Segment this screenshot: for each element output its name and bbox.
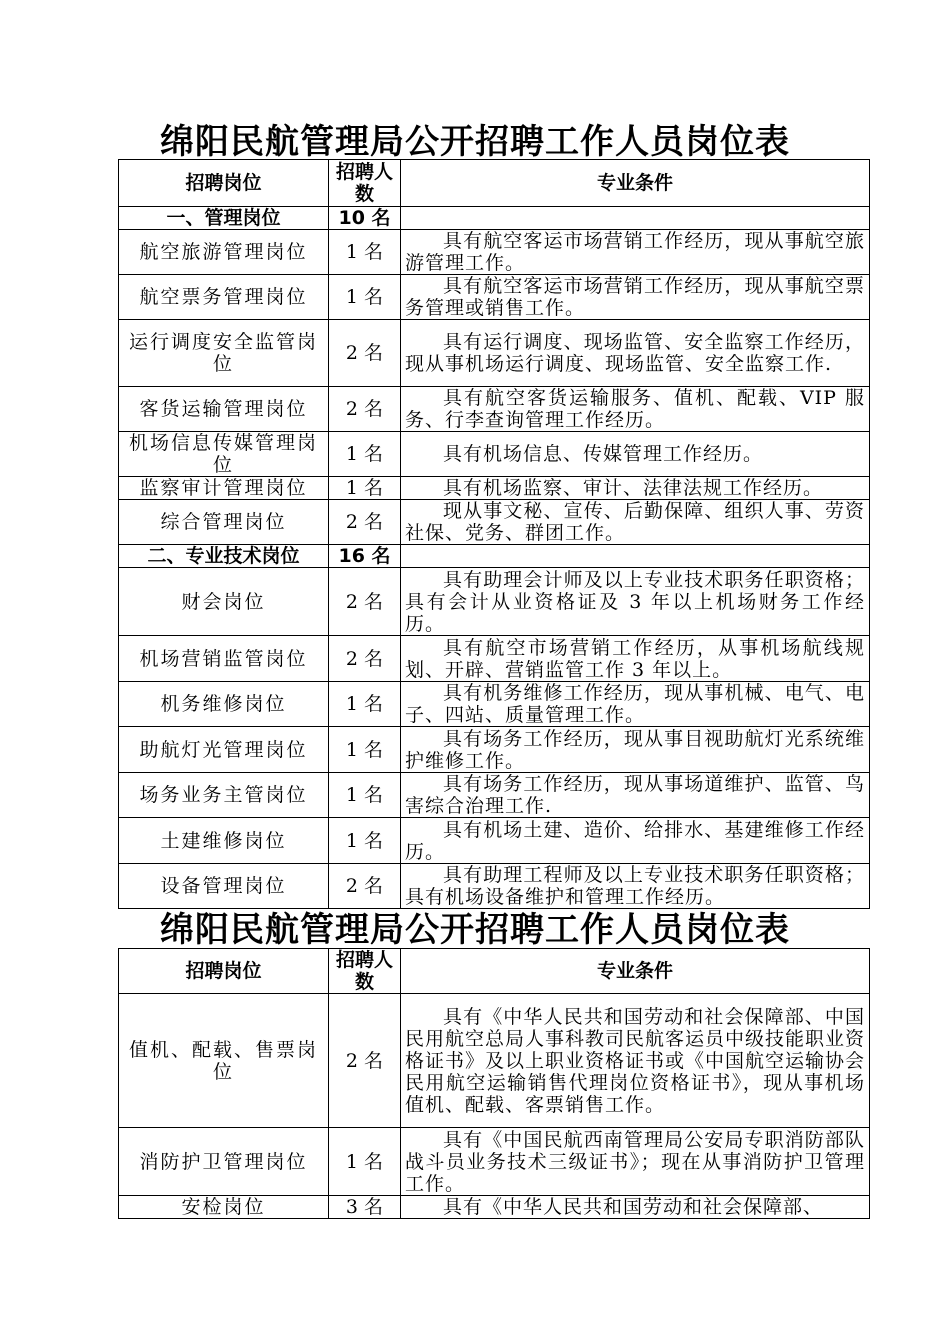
table-row: [119, 275, 870, 320]
condition-cell: 具有航空市场营销工作经历，从事机场航线规划、开辟、营销监管工作 3 年以上。: [401, 636, 870, 682]
table-header-row: [119, 160, 870, 207]
header-count: 招聘人数: [329, 160, 401, 207]
table-row: [119, 1196, 870, 1219]
section-empty: [401, 207, 870, 230]
table-row: [119, 320, 870, 387]
job-table: [118, 159, 870, 909]
table-row: [119, 636, 870, 682]
condition-cell: 具有机场信息、传媒管理工作经历。: [401, 432, 870, 477]
table-row: [119, 994, 870, 1128]
section-count: 10 名: [329, 207, 401, 230]
table-row: [119, 500, 870, 545]
count-cell: 1 名: [329, 727, 401, 773]
count-cell: 1 名: [329, 773, 401, 818]
condition-cell: 具有机场监察、审计、法律法规工作经历。: [401, 477, 870, 500]
position-cell: 监察审计管理岗位: [119, 477, 329, 500]
condition-cell: 具有航空客货运输服务、值机、配载、VIP 服务、行李查询管理工作经历。: [401, 387, 870, 432]
count-cell: 2 名: [329, 568, 401, 636]
count-cell: 3 名: [329, 1196, 401, 1219]
section-name: 一、管理岗位: [119, 207, 329, 230]
table-row: [119, 230, 870, 275]
position-cell: 机场营销监管岗位: [119, 636, 329, 682]
count-cell: 2 名: [329, 636, 401, 682]
table-row: [119, 568, 870, 636]
header-condition: 专业条件: [401, 949, 870, 994]
condition-cell: 具有《中华人民共和国劳动和社会保障部、中国民用航空总局人事科教司民航客运员中级技能职业资格证书》及以上职业资格证书或《中国航空运输协会民用航空运输销售代理岗位资格证书》，现从事机场值机、配载、客票销售工作。: [401, 994, 870, 1128]
position-cell: 航空旅游管理岗位: [119, 230, 329, 275]
section-row: [119, 545, 870, 568]
condition-cell: 具有《中国民航西南管理局公安局专职消防部队战斗员业务技术三级证书》；现在从事消防护卫管理工作。: [401, 1128, 870, 1196]
condition-cell: 具有助理会计师及以上专业技术职务任职资格；具有会计从业资格证及 3 年以上机场财务工作经历。: [401, 568, 870, 636]
condition-cell: 具有航空客运市场营销工作经历，现从事航空旅游管理工作。: [401, 230, 870, 275]
position-cell: 消防护卫管理岗位: [119, 1128, 329, 1196]
table-row: [119, 682, 870, 727]
position-cell: 机务维修岗位: [119, 682, 329, 727]
page-title: 绵阳民航管理局公开招聘工作人员岗位表: [160, 122, 790, 162]
table-row: [119, 1128, 870, 1196]
table-header-row: [119, 949, 870, 994]
position-cell: 航空票务管理岗位: [119, 275, 329, 320]
count-cell: 1 名: [329, 432, 401, 477]
position-cell: 土建维修岗位: [119, 818, 329, 864]
header-position: 招聘岗位: [119, 160, 329, 207]
condition-cell: 具有机务维修工作经历，现从事机械、电气、电子、四站、质量管理工作。: [401, 682, 870, 727]
table-row: [119, 818, 870, 864]
count-cell: 1 名: [329, 275, 401, 320]
section-row: [119, 207, 870, 230]
count-cell: 1 名: [329, 1128, 401, 1196]
condition-cell: 具有场务工作经历，现从事目视助航灯光系统维护维修工作。: [401, 727, 870, 773]
position-cell: 设备管理岗位: [119, 864, 329, 909]
job-table-continued: [118, 948, 870, 1219]
header-position: 招聘岗位: [119, 949, 329, 994]
condition-cell: 具有机场土建、造价、给排水、基建维修工作经历。: [401, 818, 870, 864]
table-row: [119, 432, 870, 477]
position-cell: 值机、配载、售票岗位: [119, 994, 329, 1128]
section-empty: [401, 545, 870, 568]
count-cell: 1 名: [329, 682, 401, 727]
table-row: [119, 477, 870, 500]
count-cell: 2 名: [329, 864, 401, 909]
header-count: 招聘人数: [329, 949, 401, 994]
position-cell: 助航灯光管理岗位: [119, 727, 329, 773]
count-cell: 2 名: [329, 994, 401, 1128]
condition-cell: 具有航空客运市场营销工作经历，现从事航空票务管理或销售工作。: [401, 275, 870, 320]
count-cell: 1 名: [329, 230, 401, 275]
count-cell: 1 名: [329, 818, 401, 864]
header-condition: 专业条件: [401, 160, 870, 207]
condition-cell: 现从事文秘、宣传、后勤保障、组织人事、劳资社保、党务、群团工作。: [401, 500, 870, 545]
position-cell: 综合管理岗位: [119, 500, 329, 545]
table-row: [119, 387, 870, 432]
condition-cell: 具有场务工作经历，现从事场道维护、监管、鸟害综合治理工作.: [401, 773, 870, 818]
count-cell: 2 名: [329, 500, 401, 545]
count-cell: 2 名: [329, 387, 401, 432]
table-row: [119, 773, 870, 818]
position-cell: 客货运输管理岗位: [119, 387, 329, 432]
section-name: 二、专业技术岗位: [119, 545, 329, 568]
count-cell: 1 名: [329, 477, 401, 500]
section-count: 16 名: [329, 545, 401, 568]
position-cell: 安检岗位: [119, 1196, 329, 1219]
position-cell: 机场信息传媒管理岗位: [119, 432, 329, 477]
condition-cell: 具有运行调度、现场监管、安全监察工作经历，现从事机场运行调度、现场监管、安全监察工作.: [401, 320, 870, 387]
page-title-repeat: 绵阳民航管理局公开招聘工作人员岗位表: [160, 910, 790, 950]
position-cell: 运行调度安全监管岗位: [119, 320, 329, 387]
position-cell: 场务业务主管岗位: [119, 773, 329, 818]
position-cell: 财会岗位: [119, 568, 329, 636]
table-row: [119, 864, 870, 909]
condition-cell: 具有《中华人民共和国劳动和社会保障部、: [401, 1196, 870, 1219]
condition-cell: 具有助理工程师及以上专业技术职务任职资格；具有机场设备维护和管理工作经历。: [401, 864, 870, 909]
table-row: [119, 727, 870, 773]
count-cell: 2 名: [329, 320, 401, 387]
